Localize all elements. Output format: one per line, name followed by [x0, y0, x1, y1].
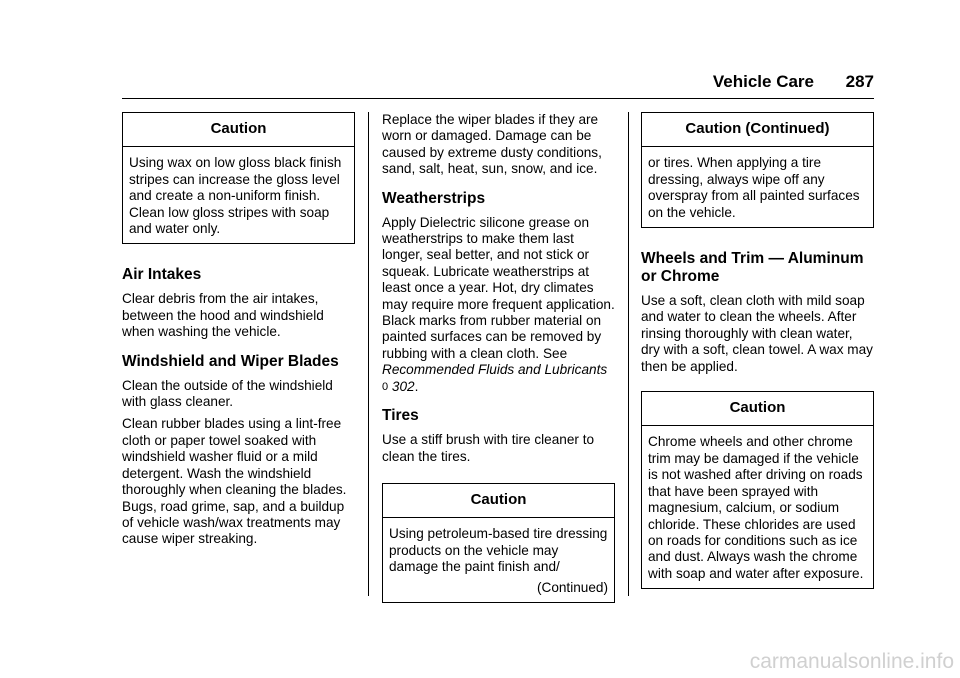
caution-title: Caution (Continued): [642, 113, 873, 147]
weatherstrips-paragraph: Apply Dielectric silicone grease on weatherstrips to make them last longer, seal better, and not stick or squeak. Lubricate weatherstrips at least once a year. Hot, dry climates may require more frequent application. Black marks from rubber material on painted surfaces can be removed by rubbing with a clean cloth. See Recommended Fluids and Lubricants 0 302.: [382, 214, 615, 394]
page-header: [122, 70, 874, 99]
caution-title: Caution: [383, 484, 614, 518]
caution-title: Caution: [123, 113, 354, 147]
heading-tires: Tires: [382, 407, 419, 425]
reference-page-number[interactable]: 302: [391, 378, 415, 394]
caution-box-wax: [122, 112, 355, 244]
column-divider-1: [368, 112, 369, 596]
tires-text: Use a stiff brush with tire cleaner to clean the tires.: [382, 432, 595, 464]
heading-air-intakes: Air Intakes: [122, 266, 202, 284]
wiper-replace-text: Replace the wiper blades if they are worn or damaged. Damage can be caused by extreme dusty conditions, sand, salt, heat, sun, snow, and ice.: [382, 112, 602, 177]
caution-box-chrome: [641, 391, 874, 589]
column-1: [122, 112, 355, 554]
heading-weatherstrips: Weatherstrips: [382, 189, 486, 207]
page-reference-icon: 0: [382, 380, 389, 393]
heading-wheels-trim: Wheels and Trim — Aluminum or Chrome: [641, 250, 864, 286]
heading-windshield: Windshield and Wiper Blades: [122, 352, 339, 370]
column-divider-2: [628, 112, 629, 596]
caution-title: Caution: [642, 392, 873, 426]
windshield-text-2: Clean rubber blades using a lint-free cloth or paper towel soaked with windshield washer fluid or a mild detergent. Wash the windshield thoroughly when cleaning the blades. Bugs, road grime, sap, and a buildup of vehicle wash/wax treatments may cause wiper streaking.: [122, 416, 347, 547]
caution-box-continued: [641, 112, 874, 228]
section-title: Vehicle Care: [712, 72, 814, 91]
column-2: [382, 112, 615, 617]
watermark-text: carmanualsonline.info: [749, 650, 954, 673]
weatherstrips-text: Apply Dielectric silicone grease on weatherstrips to make them last longer, seal better, and not stick or squeak. Lubricate weatherstrips at least once a year. Hot, dry climates may require more frequent application. Black marks from rubber material on painted surfaces can be removed by rubbing with a clean cloth. See: [382, 214, 615, 361]
caution-text: Using petroleum-based tire dressing products on the vehicle may damage the paint finish and/: [389, 526, 608, 575]
caution-text: or tires. When applying a tire dressing, always wipe off any overspray from all painted surfaces on the vehicle.: [648, 155, 860, 220]
wheels-text: Use a soft, clean cloth with mild soap and water to clean the wheels. After rinsing thoroughly with clean water, dry with a soft, clean towel. A wax may then be applied.: [641, 293, 873, 374]
page-number: 287: [845, 72, 874, 91]
fluids-reference-link[interactable]: Recommended Fluids and Lubricants: [382, 362, 608, 378]
caution-box-tire-dressing: [382, 483, 615, 603]
column-3: [641, 112, 874, 603]
air-intakes-text: Clear debris from the air intakes, between the hood and windshield when washing the vehicle.: [122, 291, 324, 340]
caution-text: Chrome wheels and other chrome trim may be damaged if the vehicle is not washed after driving on roads that have been sprayed with magnesium, calcium, or sodium chloride. These chlorides are used on roads for conditions such as ice and dust. Always wash the chrome with soap and water after exposure.: [648, 434, 864, 581]
continued-label: (Continued): [536, 579, 608, 595]
caution-text: Using wax on low gloss black finish stripes can increase the gloss level and create a non-uniform finish. Clean low gloss stripes with soap and water only.: [129, 155, 342, 237]
windshield-text-1: Clean the outside of the windshield with glass cleaner.: [122, 377, 333, 410]
